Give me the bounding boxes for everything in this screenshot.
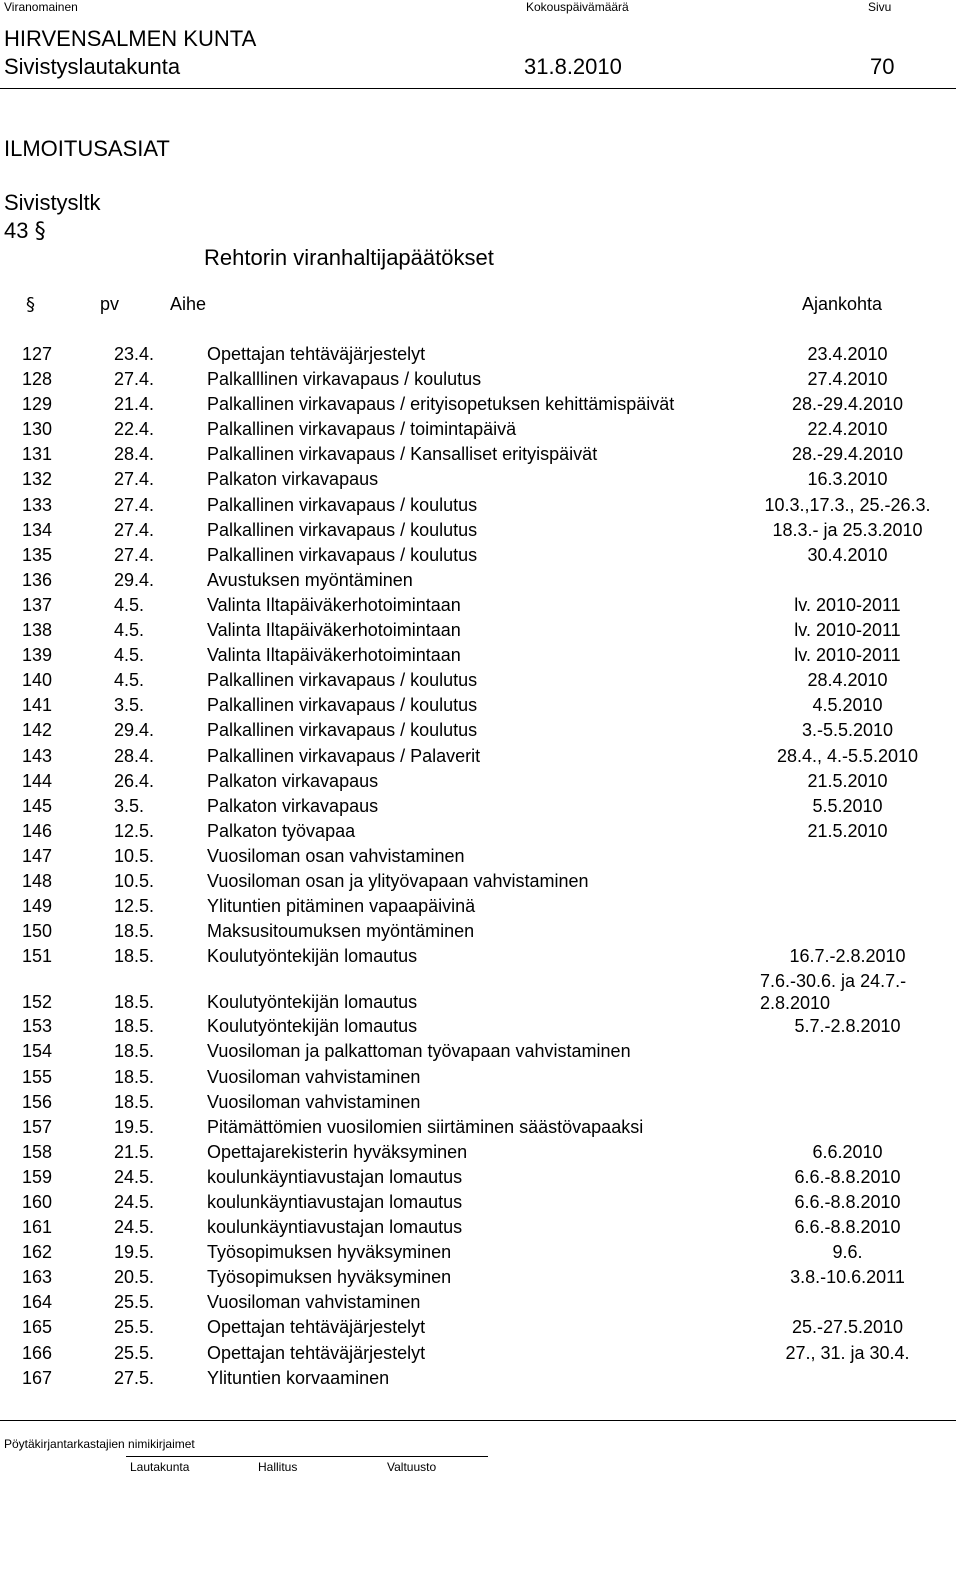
table-row: [0, 1241, 960, 1266]
row-period: 6.6.2010: [812, 1141, 883, 1162]
row-number: 155: [22, 1066, 53, 1087]
row-date: 19.5.: [114, 1116, 155, 1137]
row-date: 22.4.: [114, 419, 155, 440]
table-row: [0, 494, 960, 519]
row-date: 4.5.: [114, 670, 145, 691]
row-subject: Koulutyöntekijän lomautus: [207, 992, 418, 1013]
row-date: 4.5.: [114, 594, 145, 615]
row-period: 6.6.-8.8.2010: [794, 1166, 901, 1187]
row-subject: Vuosiloman ja palkattoman työvapaan vahvistaminen: [207, 1041, 631, 1062]
row-number: 147: [22, 845, 53, 866]
row-number: 134: [22, 519, 53, 540]
row-subject: Maksusitoumuksen myöntäminen: [207, 921, 475, 942]
row-subject: Vuosiloman osan ja ylityövapaan vahvistaminen: [207, 870, 589, 891]
table-row: [0, 1216, 960, 1241]
row-number: 127: [22, 344, 53, 364]
row-number: 161: [22, 1217, 53, 1238]
row-date: 27.4.: [114, 494, 155, 515]
row-subject: Työsopimuksen hyväksyminen: [207, 1242, 452, 1263]
row-date: 24.5.: [114, 1217, 155, 1238]
row-date: 27.4.: [114, 544, 155, 565]
table-row: [0, 694, 960, 719]
row-period: 5.7.-2.8.2010: [794, 1016, 901, 1037]
table-row: [0, 1191, 960, 1216]
row-subject: Palkallinen virkavapaus / erityisopetuksen kehittämispäivät: [207, 394, 675, 415]
table-row: [0, 1291, 960, 1316]
row-date: 23.4.: [114, 344, 155, 364]
row-subject: Palkaton virkavapaus: [207, 770, 379, 791]
row-number: 164: [22, 1292, 53, 1313]
row-subject: Koulutyöntekijän lomautus: [207, 1016, 418, 1037]
row-number: 140: [22, 670, 53, 691]
row-date: 28.4.: [114, 444, 155, 465]
row-subject: Vuosiloman vahvistaminen: [207, 1066, 421, 1087]
row-number: 152: [22, 992, 53, 1013]
row-number: 130: [22, 419, 53, 440]
row-date: 18.5.: [114, 1016, 155, 1037]
row-number: 158: [22, 1141, 53, 1162]
row-date: 3.5.: [114, 795, 145, 816]
header-labels: [0, 0, 960, 14]
row-date: 21.5.: [114, 1141, 155, 1162]
row-number: 131: [22, 444, 53, 465]
row-period: 27., 31. ja 30.4.: [785, 1342, 910, 1363]
row-period: 7.6.-30.6. ja 24.7.- 2.8.2010: [760, 971, 907, 1014]
row-subject: Palkallinen virkavapaus / Palaverit: [207, 745, 481, 766]
row-date: 18.5.: [114, 992, 155, 1013]
row-date: 3.5.: [114, 695, 145, 716]
row-date: 25.5.: [114, 1317, 155, 1338]
row-date: 12.5.: [114, 820, 155, 841]
page-number: 70: [870, 54, 895, 79]
row-number: 144: [22, 770, 53, 791]
committee-name: Sivistyslautakunta: [4, 54, 181, 79]
row-date: 27.5.: [114, 1367, 155, 1388]
row-number: 166: [22, 1342, 53, 1363]
section-committee: Sivistysltk: [4, 190, 101, 215]
row-number: 136: [22, 569, 53, 590]
table-row: [0, 519, 960, 544]
row-period: 16.7.-2.8.2010: [789, 946, 906, 967]
table-row: [0, 1342, 960, 1367]
table-row: [0, 795, 960, 820]
row-period: 10.3.,17.3., 25.-26.3.: [764, 494, 931, 515]
table-row: [0, 895, 960, 920]
label-page: Sivu: [868, 0, 892, 14]
row-subject: Koulutyöntekijän lomautus: [207, 946, 418, 967]
row-period: 9.6.: [832, 1242, 863, 1263]
row-subject: Pitämättömien vuosilomien siirtäminen säästövapaaksi: [207, 1116, 644, 1137]
row-number: 148: [22, 870, 53, 891]
row-subject: Palkallinen virkavapaus / koulutus: [207, 720, 478, 741]
table-row: [0, 1091, 960, 1116]
row-date: 18.5.: [114, 1066, 155, 1087]
row-period: 3.8.-10.6.2011: [790, 1267, 905, 1288]
row-period: 4.5.2010: [812, 695, 883, 716]
initials-label: Pöytäkirjantarkastajien nimikirjaimet: [4, 1437, 195, 1451]
table-row: [0, 1166, 960, 1191]
row-subject: Avustuksen myöntäminen: [207, 569, 413, 590]
table-row: [0, 393, 960, 418]
row-subject: Palkallinen virkavapaus / toimintapäivä: [207, 419, 517, 440]
table-row: [0, 468, 960, 493]
table-row: [0, 443, 960, 468]
row-date: 27.4.: [114, 369, 155, 390]
label-meeting-date: Kokouspäivämäärä: [526, 0, 629, 14]
row-number: 163: [22, 1267, 53, 1288]
signature-hallitus: Hallitus: [258, 1460, 298, 1474]
table-row: [0, 1266, 960, 1291]
table-row: [0, 870, 960, 895]
section-subject: Rehtorin viranhaltijapäätökset: [204, 245, 494, 270]
row-number: 150: [22, 921, 53, 942]
row-subject: Vuosiloman vahvistaminen: [207, 1292, 421, 1313]
row-date: 10.5.: [114, 845, 155, 866]
table-row: [0, 845, 960, 870]
table-row: [0, 343, 960, 368]
row-subject: Palkallinen virkavapaus / Kansalliset erityispäivät: [207, 444, 598, 465]
row-number: 153: [22, 1016, 53, 1037]
row-subject: Opettajan tehtäväjärjestelyt: [207, 1317, 426, 1338]
table-row: [0, 719, 960, 744]
row-date: 18.5.: [114, 946, 155, 967]
row-date: 21.4.: [114, 394, 155, 415]
signature-line: [126, 1456, 488, 1457]
row-subject: Palkaton virkavapaus: [207, 795, 379, 816]
row-subject: Vuosiloman osan vahvistaminen: [207, 845, 465, 866]
row-subject: Palkallinen virkavapaus / koulutus: [207, 544, 478, 565]
row-period: 23.4.2010: [807, 344, 888, 364]
row-date: 25.5.: [114, 1342, 155, 1363]
column-header-number: §: [26, 294, 35, 315]
row-date: 12.5.: [114, 896, 155, 917]
row-number: 149: [22, 896, 53, 917]
row-date: 4.5.: [114, 645, 145, 666]
row-number: 159: [22, 1166, 53, 1187]
row-number: 162: [22, 1242, 53, 1263]
row-period: 16.3.2010: [807, 469, 888, 490]
row-date: 19.5.: [114, 1242, 155, 1263]
row-subject: Opettajan tehtäväjärjestelyt: [207, 344, 426, 364]
table-row: [0, 1116, 960, 1141]
table-row: [0, 594, 960, 619]
row-number: 157: [22, 1116, 53, 1137]
row-subject: Palkallinen virkavapaus / koulutus: [207, 519, 478, 540]
row-date: 18.5.: [114, 1091, 155, 1112]
row-number: 151: [22, 946, 53, 967]
row-subject: Valinta Iltapäiväkerhotoimintaan: [207, 620, 461, 641]
row-period: 28.-29.4.2010: [791, 444, 904, 465]
row-number: 133: [22, 494, 53, 515]
row-subject: Palkaton virkavapaus: [207, 469, 379, 490]
row-subject: Ylituntien pitäminen vapaapäivinä: [207, 896, 476, 917]
row-number: 137: [22, 594, 53, 615]
row-number: 139: [22, 645, 53, 666]
table-row: [0, 1015, 960, 1040]
row-date: 24.5.: [114, 1192, 155, 1212]
row-subject: Ylituntien korvaaminen: [207, 1367, 390, 1388]
row-subject: Valinta Iltapäiväkerhotoimintaan: [207, 594, 461, 615]
row-subject: Valinta Iltapäiväkerhotoimintaan: [207, 645, 461, 666]
table-row: [0, 745, 960, 770]
meeting-date: 31.8.2010: [524, 54, 622, 79]
table-row: [0, 970, 960, 1015]
row-period: 18.3.- ja 25.3.2010: [772, 519, 923, 540]
table-row: [0, 1040, 960, 1065]
row-number: 135: [22, 544, 53, 565]
row-subject: Palkallinen virkavapaus / koulutus: [207, 670, 478, 691]
section-number: 43 §: [4, 218, 46, 244]
row-date: 4.5.: [114, 620, 145, 641]
row-number: 143: [22, 745, 53, 766]
row-number: 138: [22, 620, 53, 641]
row-subject: Palkaton työvapaa: [207, 820, 356, 841]
row-period: 6.6.-8.8.2010: [794, 1217, 901, 1238]
row-date: 10.5.: [114, 870, 155, 891]
table-row: [0, 770, 960, 795]
row-subject: koulunkäyntiavustajan lomautus: [207, 1166, 463, 1187]
row-number: 132: [22, 469, 53, 490]
table-row: [0, 1066, 960, 1091]
row-subject: Opettajan tehtäväjärjestelyt: [207, 1342, 426, 1363]
column-header-subject: Aihe: [170, 294, 207, 314]
column-header-date: Ajankohta: [802, 294, 883, 314]
row-number: 142: [22, 720, 53, 741]
label-authority: Viranomainen: [4, 0, 78, 14]
row-subject: Palkallinen virkavapaus / koulutus: [207, 695, 478, 716]
table-row: [0, 945, 960, 970]
row-number: 146: [22, 820, 53, 841]
row-period: 28.4.2010: [807, 670, 888, 691]
row-date: 28.4.: [114, 745, 155, 766]
table-row: [0, 569, 960, 594]
row-period: 28.4., 4.-5.5.2010: [776, 745, 919, 766]
row-date: 26.4.: [114, 770, 155, 791]
row-date: 24.5.: [114, 1166, 155, 1187]
table-row: [0, 544, 960, 569]
section-title: ILMOITUSASIAT: [4, 136, 170, 161]
table-row: [0, 418, 960, 443]
row-date: 18.5.: [114, 1041, 155, 1062]
row-subject: Työsopimuksen hyväksyminen: [207, 1267, 452, 1288]
table-row: [0, 368, 960, 393]
table-row: [0, 1367, 960, 1392]
row-period: 21.5.2010: [807, 770, 888, 791]
footer-rule: [0, 1420, 956, 1421]
row-period: 21.5.2010: [807, 820, 888, 841]
row-period: lv. 2010-2011: [794, 620, 901, 641]
row-number: 156: [22, 1091, 53, 1112]
signature-lautakunta: Lautakunta: [130, 1460, 190, 1474]
paragraph-mark: §: [34, 219, 46, 244]
row-date: 18.5.: [114, 921, 155, 942]
table-row: [0, 1316, 960, 1341]
row-period: 28.-29.4.2010: [791, 394, 904, 415]
row-period: 30.4.2010: [807, 544, 888, 565]
row-number: 165: [22, 1317, 53, 1338]
row-number: 167: [22, 1367, 53, 1388]
column-header-pv: pv: [100, 294, 120, 314]
row-number: 145: [22, 795, 53, 816]
row-subject: Palkallinen virkavapaus / koulutus: [207, 494, 478, 515]
row-number: 160: [22, 1192, 53, 1212]
row-subject: koulunkäyntiavustajan lomautus: [207, 1192, 463, 1212]
row-number: 141: [22, 695, 53, 716]
row-period: 6.6.-8.8.2010: [794, 1192, 901, 1212]
organization-name: HIRVENSALMEN KUNTA: [4, 26, 257, 51]
row-date: 27.4.: [114, 469, 155, 490]
row-period: 25.-27.5.2010: [791, 1317, 904, 1338]
row-period: lv. 2010-2011: [794, 594, 901, 615]
row-period: 3.-5.5.2010: [801, 720, 894, 741]
table-row: [0, 1141, 960, 1166]
row-date: 27.4.: [114, 519, 155, 540]
table-row: [0, 669, 960, 694]
header-rule: [0, 88, 956, 89]
row-number: 128: [22, 369, 53, 390]
row-number: 129: [22, 394, 53, 415]
row-subject: koulunkäyntiavustajan lomautus: [207, 1217, 463, 1238]
row-date: 20.5.: [114, 1267, 155, 1288]
row-date: 29.4.: [114, 720, 155, 741]
row-subject: Opettajarekisterin hyväksyminen: [207, 1141, 468, 1162]
row-period: lv. 2010-2011: [794, 645, 901, 666]
signature-valtuusto: Valtuusto: [387, 1460, 437, 1474]
table-row: [0, 619, 960, 644]
row-number: 154: [22, 1041, 53, 1062]
table-row: [0, 820, 960, 845]
row-subject: Palkalllinen virkavapaus / koulutus: [207, 369, 482, 390]
row-date: 25.5.: [114, 1292, 155, 1313]
table-row: [0, 920, 960, 945]
table-row: [0, 644, 960, 669]
row-date: 29.4.: [114, 569, 155, 590]
row-period: 27.4.2010: [807, 369, 888, 390]
row-subject: Vuosiloman vahvistaminen: [207, 1091, 421, 1112]
row-period: 5.5.2010: [812, 795, 883, 816]
decision-table: [0, 343, 960, 1392]
row-period: 22.4.2010: [807, 419, 888, 440]
